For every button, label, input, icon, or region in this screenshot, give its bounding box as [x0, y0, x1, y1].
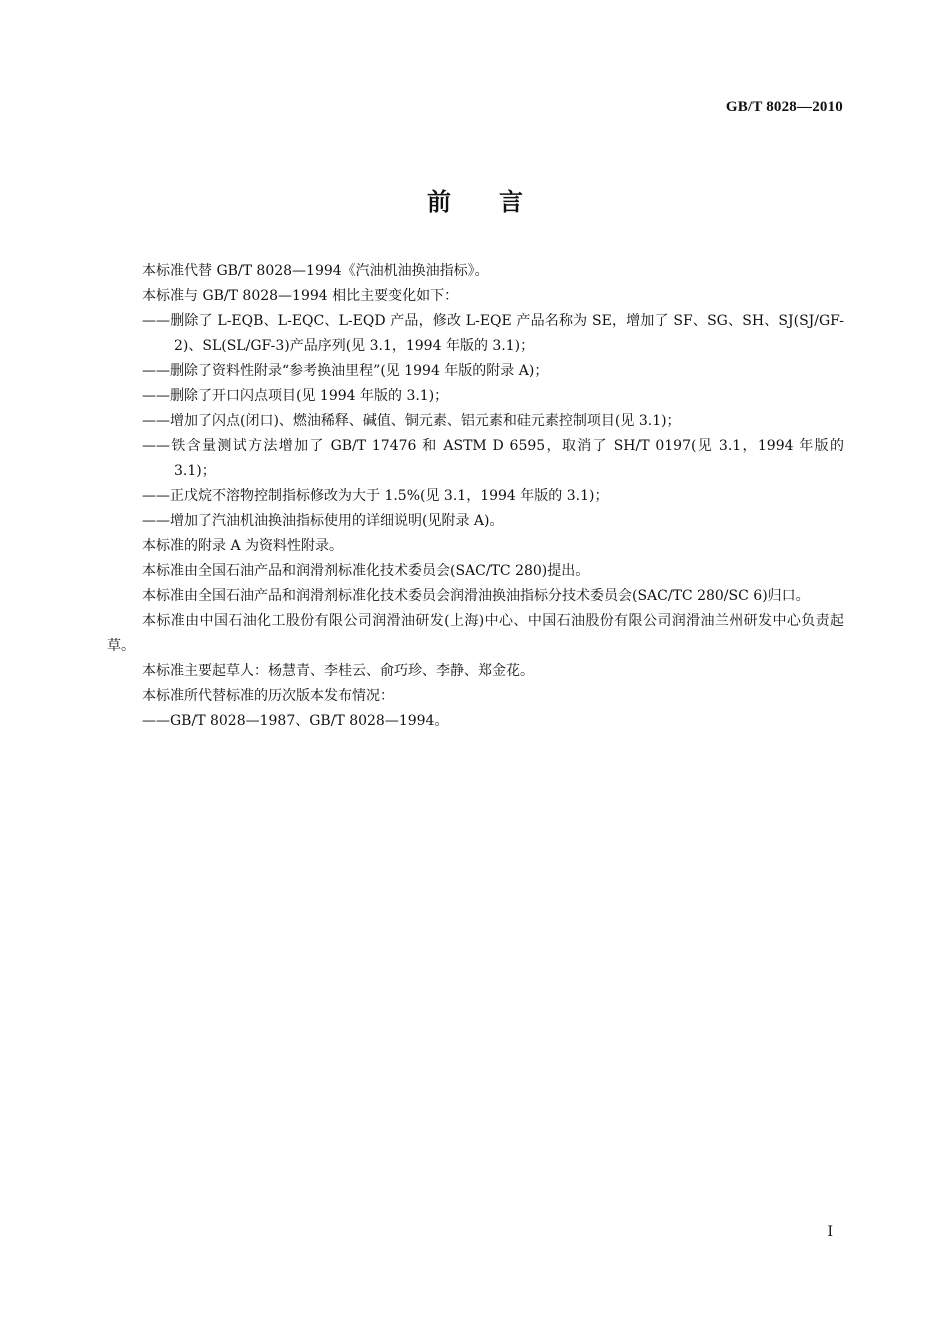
paragraph-drafters: 本标准主要起草人：杨慧青、李桂云、俞巧珍、李静、郑金花。: [142, 663, 534, 679]
foreword-body: [107, 259, 844, 734]
change-item: ——增加了闪点(闭口)、燃油稀释、碱值、铜元素、铝元素和硅元素控制项目(见 3.1)；: [142, 413, 681, 429]
change-item: ——增加了汽油机油换油指标使用的详细说明(见附录 A)。: [142, 513, 504, 529]
paragraph-replaces: 本标准代替 GB/T 8028—1994《汽油机油换油指标》。: [142, 263, 489, 279]
paragraph-changes-intro: 本标准与 GB/T 8028—1994 相比主要变化如下：: [142, 288, 459, 304]
standard-code: GB/T 8028—2010: [725, 99, 843, 115]
page-number: I: [827, 1224, 833, 1240]
paragraph-appendix: 本标准的附录 A 为资料性附录。: [142, 538, 344, 554]
change-item: ——删除了 L-EQB、L-EQC、L-EQD 产品，修改 L-EQE 产品名称为 SE，增加了 SF、SG、SH、SJ(SJ/GF-2)、SL(SL/GF-3)产品序列(见 3.1，1994 年版的 3.1)；: [142, 313, 844, 354]
paragraph-history-intro: 本标准所代替标准的历次版本发布情况：: [142, 688, 394, 704]
change-item: ——删除了资料性附录“参考换油里程”(见 1994 年版的附录 A)；: [142, 363, 549, 379]
paragraph-drafted-by: 本标准由中国石油化工股份有限公司润滑油研发(上海)中心、中国石油股份有限公司润滑油兰州研发中心负责起草。: [107, 613, 844, 654]
change-item: ——铁含量测试方法增加了 GB/T 17476 和 ASTM D 6595，取消了 SH/T 0197(见 3.1，1994 年版的 3.1)；: [142, 438, 844, 479]
history-item: ——GB/T 8028—1987、GB/T 8028—1994。: [142, 713, 449, 729]
page-title: 前 言: [427, 188, 523, 216]
change-item: ——删除了开口闪点项目(见 1994 年版的 3.1)；: [142, 388, 449, 404]
paragraph-proposed-by: 本标准由全国石油产品和润滑剂标准化技术委员会(SAC/TC 280)提出。: [142, 563, 590, 579]
paragraph-managed-by: 本标准由全国石油产品和润滑剂标准化技术委员会润滑油换油指标分技术委员会(SAC/TC 280/SC 6)归口。: [142, 588, 810, 604]
change-item: ——正戊烷不溶物控制指标修改为大于 1.5%(见 3.1，1994 年版的 3.1)；: [142, 488, 609, 504]
